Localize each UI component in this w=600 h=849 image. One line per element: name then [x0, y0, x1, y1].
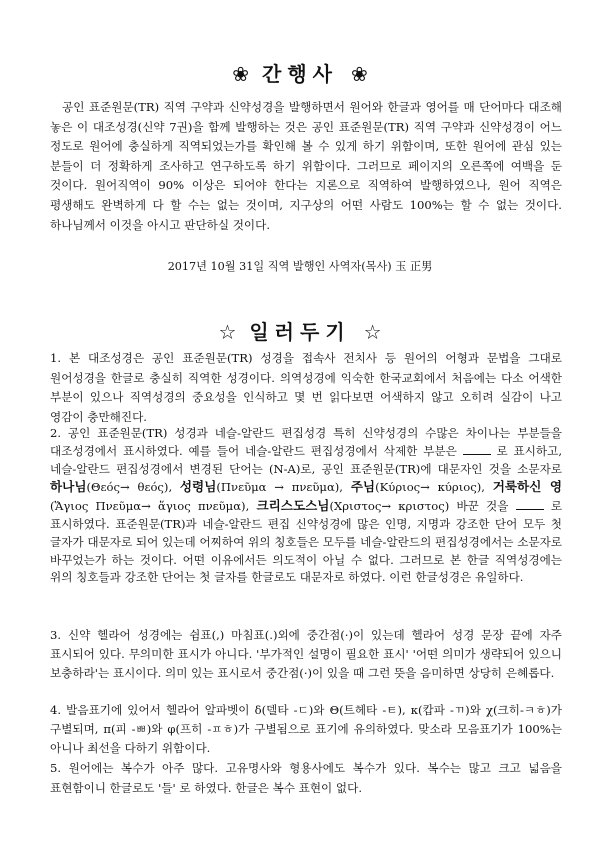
note-2-part-i: 로 표시하였다. 표준원문(TR)과 네슬-알란드 편집 신약성경에 많은 인명, 지명과 강조한 단어 모두 첫 글자가 대문자로 되어 있는데 어찌하여 위의 칭호들은 모두를 네슬-알란드의 편집성경에서는 소문자로 바꾸었는가 하는 것이다. 어떤 이유에서든 의도적이 아닐 수 없다. 그러므로 본 한글 직역성경에는 위의 칭호들과 강조한 단어는 첫 글자를 한글로도 대문자로 하였다. 이런 한글성경은 유일하다.	[50, 499, 563, 585]
note-2-part-a: 2. 공인 표준원문(TR) 성경과 네슬-알란드 편집성경 특히 신약성경의 수많은 차이나는 부분들을 대조성경에서 표시하였다. 예를 들어 네슬-알란드 편집성경에서 삭제한 부분은	[50, 426, 562, 458]
note-2-term: 주님	[350, 479, 376, 495]
note-3: 3. 신약 헬라어 성경에는 쉼표(,) 마침표(.)외에 중간점(·)이 있는데 헬라어 성경 문장 끝에 자주 표시되어 있다. 무의미한 표시가 아니다. '부가적인 설명이 필요한 표시' '어떤 의미가 생략되어 있으니 보충하라'는 표시이다. 의미 있는 표시로서 중간점(·)이 있을 때 그런 뜻을 음미하면 상당히 은혜롭다.	[50, 628, 562, 680]
note-2-part-h: 바꾼 것을	[456, 499, 509, 514]
note-2-greek: (Θεός→ θεός),	[86, 480, 173, 495]
flower-icon: ❀	[232, 62, 250, 86]
star-icon: ☆	[363, 320, 382, 344]
note-2	[50, 425, 562, 587]
note-2-greek: (Κύριος→ κύριος),	[375, 480, 485, 495]
note-2-term: 크리스도스님	[256, 498, 330, 514]
note-2-term: 성령님	[179, 479, 217, 495]
notes-title-text: 일러두기	[249, 320, 351, 344]
lowercase-marker	[516, 499, 544, 510]
star-icon: ☆	[218, 320, 237, 344]
note-2-greek: (Ἅγιος Πνεῦμα→ ἅγιος πνεῦμα),	[50, 499, 250, 514]
note-2-term: 거룩하신 영	[492, 479, 562, 495]
note-2-term: 하나님	[50, 479, 87, 495]
note-2-greek: (Χριστος→ κριστος)	[329, 499, 450, 514]
flower-icon: ❀	[350, 62, 368, 86]
notes-title	[0, 316, 600, 345]
preface-signature: 2017년 10월 31일 직역 발행인 사역자(목사) 玉 正男	[167, 260, 433, 273]
preface-title	[0, 58, 600, 87]
note-4: 4. 발음표기에 있어서 헬라어 알파벳이 δ(델타 -ㄷ)와 Θ(트헤타 -ㅌ), κ(캅파 -ㄲ)와 χ(크히-ㅋㅎ)가 구별되며, π(피 -ㅃ)와 φ(프히 -ㅍㅎ)가 구별됨으로 표기에 유의하였다. 맞소라 모음표기가 100%는 아니나 최선을 다하기 위함이다.	[50, 703, 562, 755]
deletion-marker	[463, 444, 491, 455]
preface-body: 공인 표준원문(TR) 직역 구약과 신약성경을 발행하면서 원어와 한글과 영어를 매 단어마다 대조해 놓은 이 대조성경(신약 7권)을 함께 발행하는 것은 공인 표준원문(TR) 직역 구약과 신약성경이 어느 정도로 원어에 충실하게 직역되었는가를 확인해 볼 수 있게 하기 위함이며, 또한 원어에 관심 있는 분들이 더 정확하게 조사하고 연구하도록 하기 위함이다. 그러므로 페이지의 오른쪽에 여백을 둔 것이다. 원어직역이 90% 이상은 되어야 한다는 지론으로 직역하여 발행하였으나, 원어 직역은 평생해도 완벽하게 다 할 수는 없는 것이며, 지구상의 어떤 사람도 100%는 할 수 없는 것이다. 하나님께서 이것을 아시고 판단하실 것이다.	[50, 100, 562, 232]
note-1: 1. 본 대조성경은 공인 표준원문(TR) 성경을 접속사 전치사 등 원어의 어형과 문법을 그대로 원어성경을 한글로 충실히 직역한 성경이다. 의역성경에 익숙한 한국교회에서 처음에는 다소 어색한 부분이 있으나 직역성경의 중요성을 인식하고 몇 번 읽다보면 어색하지 않고 오히려 실감이 나고 영감이 충만해진다.	[50, 351, 562, 424]
note-2-part-b: 로 표시하고, 네슬-알란드 편집성경에서 변경된 단어는 (N-A)로, 공인 표준원문(TR)에 대문자인 것을 소문자로	[50, 443, 563, 476]
note-5: 5. 원어에는 복수가 아주 많다. 고유명사와 형용사에도 복수가 있다. 복수는 많고 크고 넓음을 표현함이니 한글로도 '들' 로 하였다. 한글은 복수 표현이 없다.	[50, 761, 562, 795]
preface-title-text: 간행사	[262, 62, 338, 86]
note-2-greek: (Πνεῦμα → πνεῦμα),	[216, 480, 343, 495]
